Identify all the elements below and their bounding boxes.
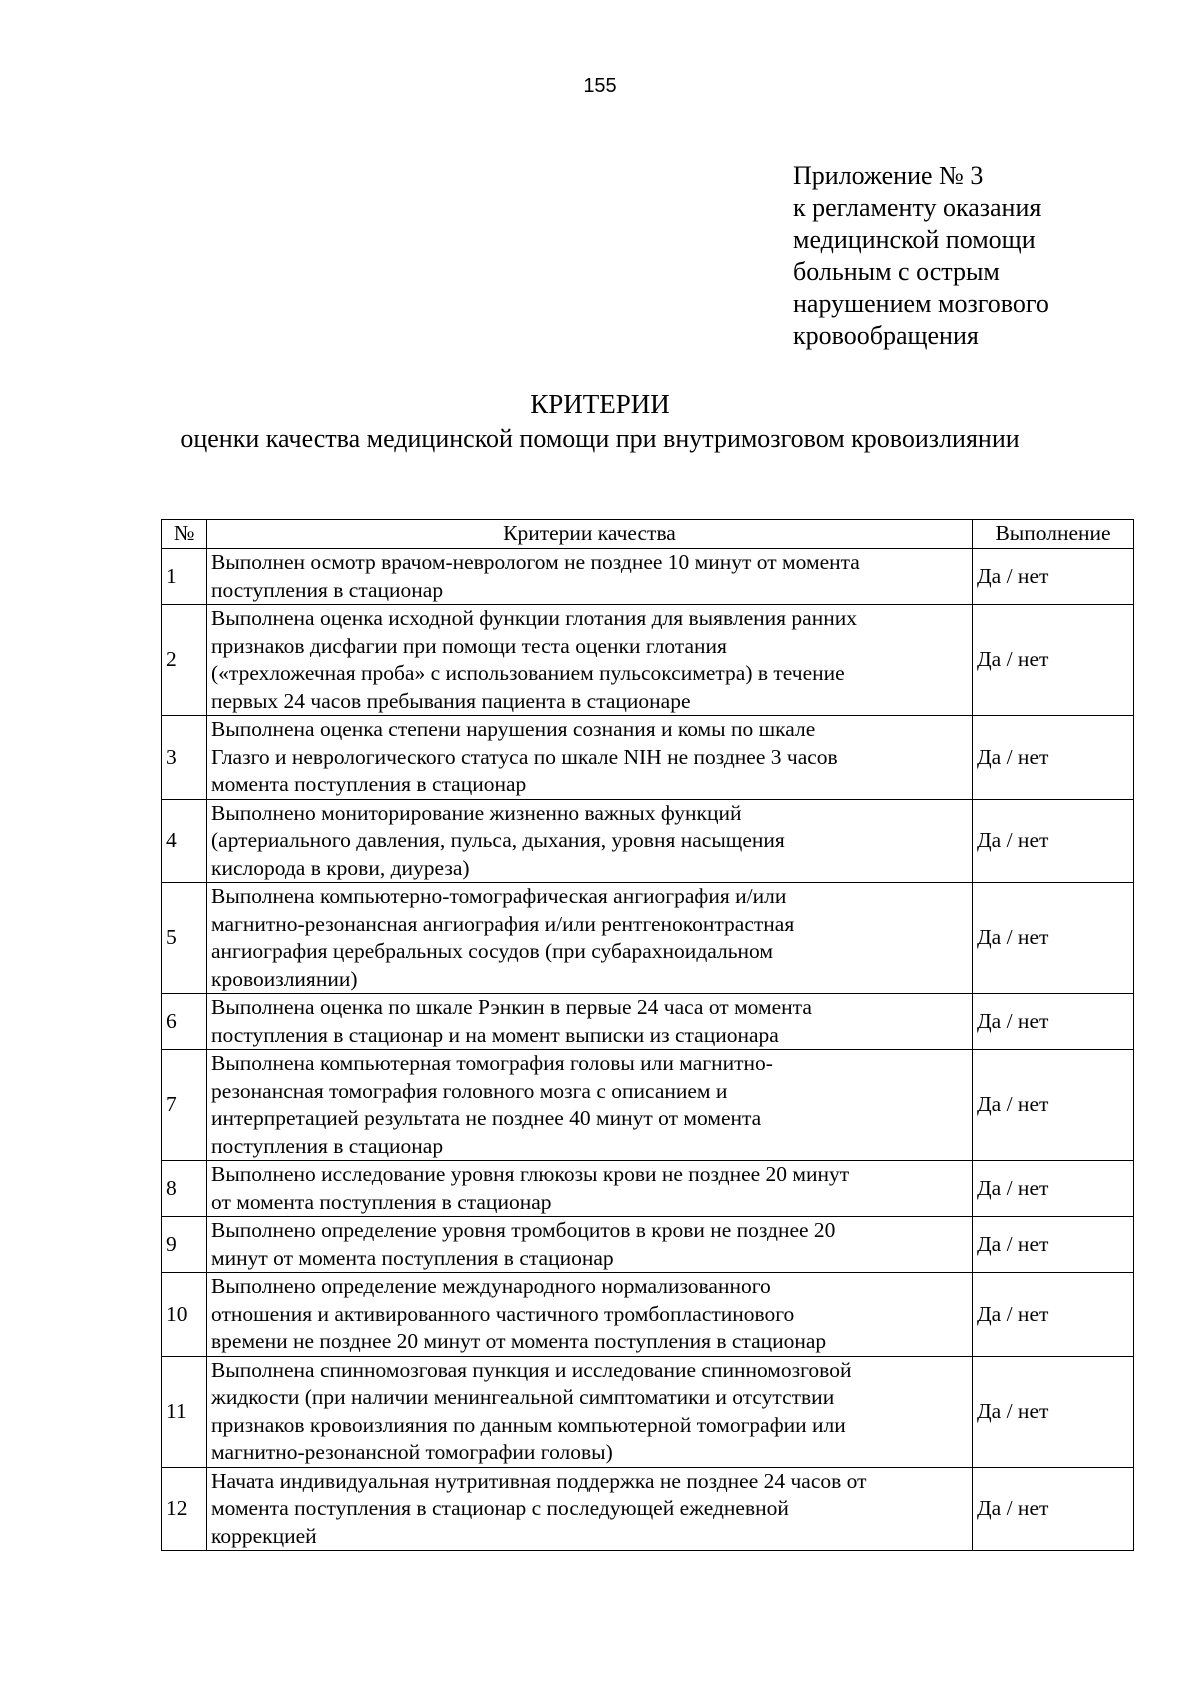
row-number: 2 bbox=[162, 605, 207, 716]
table-row bbox=[162, 994, 1134, 1050]
criterion-line: Выполнено исследование уровня глюкозы крови не позднее 20 минут bbox=[211, 1162, 850, 1186]
criterion-line: признаков дисфагии при помощи теста оценки глотания bbox=[211, 633, 727, 658]
criterion-line: Выполнена компьютерно-томографическая ангиография и/или bbox=[211, 884, 787, 908]
table-header-row bbox=[162, 520, 1134, 549]
criterion-text bbox=[207, 716, 973, 800]
criterion-line: жидкости (при наличии менингеальной симптоматики и отсутствии bbox=[211, 1385, 835, 1409]
completion-status: Да / нет bbox=[973, 605, 1134, 716]
criterion-line: признаков кровоизлияния по данным компьютерной томографии или bbox=[211, 1412, 846, 1437]
annex-block bbox=[793, 160, 1173, 352]
criterion-line: Выполнено мониторирование жизненно важных функций bbox=[211, 800, 742, 825]
criterion-line: ангиография церебральных сосудов (при субарахноидальном bbox=[211, 939, 773, 963]
table-row bbox=[162, 605, 1134, 716]
completion-status: Да / нет bbox=[973, 1356, 1134, 1467]
criterion-text bbox=[207, 1161, 973, 1217]
completion-status: Да / нет bbox=[973, 549, 1134, 605]
annex-line: Приложение № 3 bbox=[793, 161, 984, 190]
criterion-text bbox=[207, 883, 973, 994]
criterion-line: кислорода в крови, диуреза) bbox=[211, 855, 470, 880]
row-number: 6 bbox=[162, 994, 207, 1050]
annex-line: медицинской помощи bbox=[793, 225, 1036, 254]
criterion-line: кровоизлиянии) bbox=[211, 966, 358, 991]
completion-status: Да / нет bbox=[973, 716, 1134, 800]
table-row bbox=[162, 1356, 1134, 1467]
criterion-line: поступления в стационар bbox=[211, 577, 444, 602]
row-number: 8 bbox=[162, 1161, 207, 1217]
criterion-line: Выполнен осмотр врачом-неврологом не позднее 10 минут от момента bbox=[211, 550, 860, 574]
criterion-text bbox=[207, 549, 973, 605]
criterion-line: первых 24 часов пребывания пациента в стационаре bbox=[211, 688, 691, 713]
document-subtitle: оценки качества медицинской помощи при внутримозговом кровоизлиянии bbox=[180, 424, 1020, 453]
criterion-line: минут от момента поступления в стационар bbox=[211, 1245, 614, 1270]
annex-line: больным с острым bbox=[793, 257, 1000, 286]
table-row bbox=[162, 716, 1134, 800]
row-number: 12 bbox=[162, 1467, 207, 1551]
row-number: 11 bbox=[162, 1356, 207, 1467]
completion-status: Да / нет bbox=[973, 994, 1134, 1050]
criterion-line: поступления в стационар bbox=[211, 1133, 444, 1158]
table-row bbox=[162, 1217, 1134, 1273]
criterion-line: Выполнена оценка степени нарушения сознания и комы по шкале bbox=[211, 717, 816, 741]
annex-line: к регламенту оказания bbox=[793, 193, 1042, 222]
criterion-line: Выполнена спинномозговая пункция и исследование спинномозговой bbox=[211, 1357, 852, 1382]
criterion-text bbox=[207, 605, 973, 716]
completion-status: Да / нет bbox=[973, 1161, 1134, 1217]
criterion-line: Выполнена оценка исходной функции глотания для выявления ранних bbox=[211, 606, 857, 630]
criterion-line: момента поступления в стационар bbox=[211, 772, 527, 796]
criterion-line: Выполнено определение международного нормализованного bbox=[211, 1274, 771, 1298]
completion-status: Да / нет bbox=[973, 1273, 1134, 1357]
row-number: 3 bbox=[162, 716, 207, 800]
criterion-text bbox=[207, 1050, 973, 1161]
completion-status: Да / нет bbox=[973, 883, 1134, 994]
document-title: КРИТЕРИИ bbox=[530, 389, 670, 419]
completion-status: Да / нет bbox=[973, 1050, 1134, 1161]
page-number: 155 bbox=[583, 75, 617, 97]
row-number: 9 bbox=[162, 1217, 207, 1273]
table-row bbox=[162, 883, 1134, 994]
criterion-text bbox=[207, 994, 973, 1050]
completion-status: Да / нет bbox=[973, 1217, 1134, 1273]
criterion-line: магнитно-резонансная ангиография и/или рентгеноконтрастная bbox=[211, 911, 795, 936]
header-number: № bbox=[162, 520, 207, 549]
row-number: 7 bbox=[162, 1050, 207, 1161]
criterion-line: Выполнена оценка по шкале Рэнкин в первые 24 часа от момента bbox=[211, 995, 812, 1019]
criterion-text bbox=[207, 1273, 973, 1357]
table-row bbox=[162, 549, 1134, 605]
completion-status: Да / нет bbox=[973, 1467, 1134, 1551]
criterion-line: отношения и активированного частичного тромбопластинового bbox=[211, 1301, 795, 1326]
criteria-table bbox=[161, 519, 1134, 1551]
criterion-line: («трехложечная проба» с использованием пульсоксиметра) в течение bbox=[211, 661, 845, 685]
table-row bbox=[162, 1273, 1134, 1357]
criterion-line: Начата индивидуальная нутритивная поддержка не позднее 24 часов от bbox=[211, 1468, 867, 1493]
table-row bbox=[162, 1161, 1134, 1217]
criterion-line: поступления в стационар и на момент выписки из стационара bbox=[211, 1022, 779, 1047]
criteria-table-body bbox=[162, 549, 1134, 1551]
criterion-text bbox=[207, 1467, 973, 1551]
row-number: 4 bbox=[162, 799, 207, 883]
criterion-line: момента поступления в стационар с последующей ежедневной bbox=[211, 1496, 789, 1520]
annex-line: нарушением мозгового bbox=[793, 289, 1049, 318]
criterion-line: от момента поступления в стационар bbox=[211, 1189, 552, 1214]
criterion-line: времени не позднее 20 минут от момента поступления в стационар bbox=[211, 1329, 827, 1353]
criterion-line: резонансная томография головного мозга с описанием и bbox=[211, 1078, 728, 1103]
criterion-line: Глазго и неврологического статуса по шкале NIH не позднее 3 часов bbox=[211, 744, 838, 769]
table-row bbox=[162, 1050, 1134, 1161]
criterion-text bbox=[207, 1217, 973, 1273]
table-row bbox=[162, 799, 1134, 883]
completion-status: Да / нет bbox=[973, 799, 1134, 883]
criterion-line: коррекцией bbox=[211, 1523, 317, 1548]
criterion-text bbox=[207, 799, 973, 883]
annex-line: кровообращения bbox=[793, 321, 979, 350]
row-number: 10 bbox=[162, 1273, 207, 1357]
criterion-line: (артериального давления, пульса, дыхания, уровня насыщения bbox=[211, 828, 785, 852]
criterion-line: интерпретацией результата не позднее 40 минут от момента bbox=[211, 1106, 762, 1130]
row-number: 5 bbox=[162, 883, 207, 994]
criterion-line: Выполнено определение уровня тромбоцитов в крови не позднее 20 bbox=[211, 1218, 836, 1242]
header-criteria: Критерии качества bbox=[207, 520, 973, 549]
criterion-line: Выполнена компьютерная томография головы или магнитно- bbox=[211, 1051, 773, 1075]
criterion-text bbox=[207, 1356, 973, 1467]
table-row bbox=[162, 1467, 1134, 1551]
header-status: Выполнение bbox=[973, 520, 1134, 549]
row-number: 1 bbox=[162, 549, 207, 605]
criterion-line: магнитно-резонансной томографии головы) bbox=[211, 1440, 613, 1464]
